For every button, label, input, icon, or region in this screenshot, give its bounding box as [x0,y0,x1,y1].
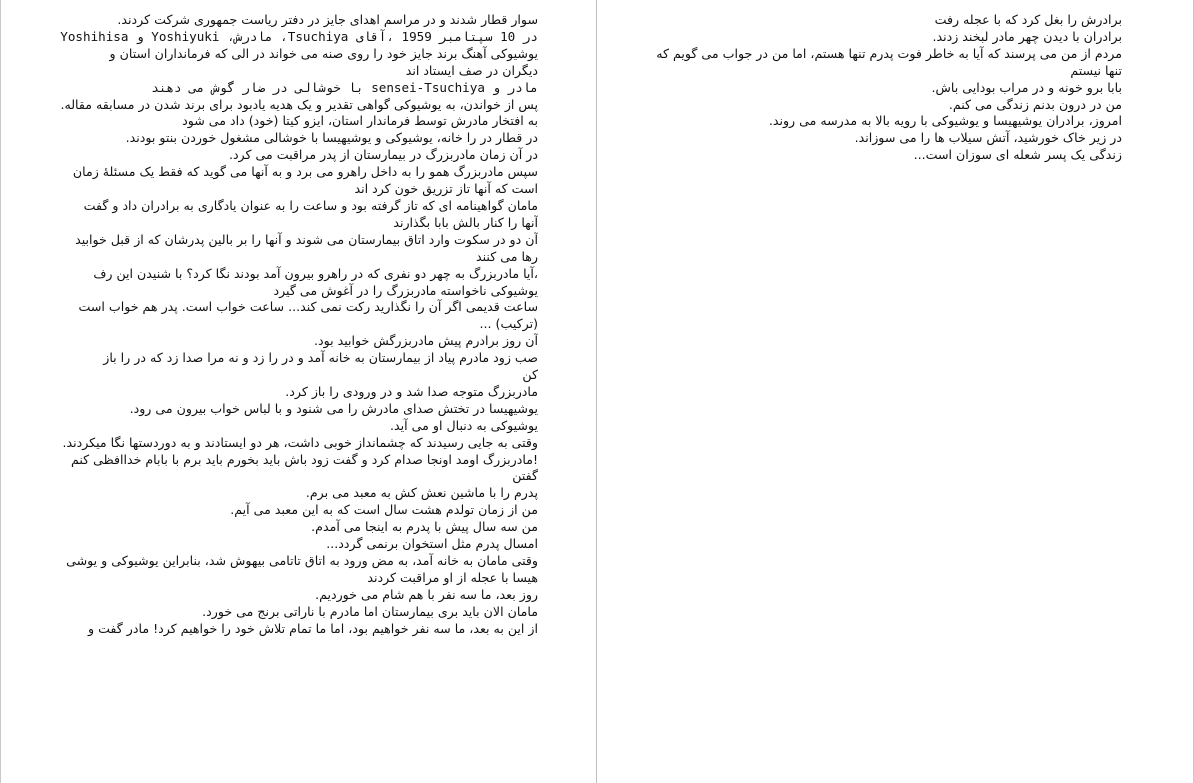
text-line: روز بعد، ما سه نفر با هم شام می خوردیم. [315,586,538,602]
text-line: صب زود مادرم پیاد از بیمارستان به خانه آمد و در را زد و نه مرا صدا زد که در را باز [103,350,538,366]
text-line: دیگران در صف ایستاد اند [405,62,538,78]
text-line: یوشیهیسا در تختش صدای مادرش را می شنود و با لباس خواب بیرون می رود. [129,400,538,416]
viewer-left-edge [0,0,1,783]
text-line: زندگی یک پسر شعله ای سوزان است... [913,147,1122,163]
text-line: برادرش را بغل کرد که با عجله رفت [934,12,1122,27]
text-line: مردم از من می پرسند که آیا به خاطر فوت پدرم تنها هستم، اما من در جواب می گویم که [656,45,1122,61]
text-line: تنها نیستم [1070,62,1122,78]
text-line: امروز، برادران یوشیهیسا و یوشیوکی با رویه بالا به مدرسه می روند. [768,113,1122,129]
text-line: مامان الان باید بری بیمارستان اما مادرم با ناراتی برنج می خورد. [202,603,538,619]
text-line: از این به بعد، ما سه نفر خواهیم بود، اما ما تمام تلاش خود را خواهیم کرد! مادر گفت و [87,620,538,636]
text-line: ساعت قدیمی اگر آن را نگذارید رکت نمی کند... ساعت خواب است. پدر هم خواب است [78,299,538,315]
text-line: در 10 سپتامبر 1959 ،آقای Tsuchiya، مادرش، Yoshiyuki و Yoshihisa [60,28,538,44]
text-line: آن دو در سکوت وارد اتاق بیمارستان می شوند و آنها را بر بالین پدرشان که از قبل خوابید [75,231,538,247]
text-line: برادران با دیدن چهر مادر لبخند زدند. [932,28,1122,44]
page-divider [596,0,597,783]
text-line: آن روز برادرم پیش مادربزرگش خوابید بود. [313,333,538,349]
text-line: در آن زمان مادربزرگ در بیمارستان از پدر مراقبت می کرد. [228,147,538,163]
text-line: در قطار در را خانه، یوشیوکی و یوشیهیسا با خوشالی مشغول خوردن بنتو بودند. [125,130,538,146]
text-line: یوشیوکی آهنگ برند جایز خود را روی صنه می خواند در الی که فرمانداران استان و [109,45,538,61]
text-line: پس از خواندن، به یوشیوکی گواهی تقدیر و یک هدیه یادبود برای برند شدن در مسابقه مقاله. [60,96,538,112]
text-line: است که آنها تاز تزریق خون کرد اند [354,181,538,197]
text-line: هیسا با عجله از او مراقبت کردند [367,569,538,585]
text-line: (ترکیب) ... [479,316,538,332]
text-line: سپس مادربزرگ همو را به داخل راهرو می برد و به آنها می گوید که فقط یک مسئلهٔ زمان [72,164,538,180]
text-line: بابا برو خونه و در مراب بودایی باش. [931,79,1122,95]
text-line: سوار قطار شدند و در مراسم اهدای جایز در دفتر ریاست جمهوری شرکت کردند. [117,12,538,27]
text-line: گفتن [512,468,538,484]
text-line: پدرم را با ماشین نعش کش به معبد می برم. [305,485,538,501]
text-line: امسال پدرم مثل استخوان برنمی گردد... [326,536,538,552]
text-line: یوشیوکی به دنبال او می آید. [390,417,538,433]
text-line: به افتخار مادرش توسط فرماندار استان، ایزو کیتا (خود) داد می شود [182,113,538,129]
text-line: رها می کنند [475,248,538,264]
text-line: ،آیا مادربزرگ به چهر دو نفری که در راهرو بیرون آمد بودند نگا کرد؟ با شنیدن این رف [93,265,538,281]
text-line: کن [522,367,538,383]
text-line: وقتی به جایی رسیدند که چشمانداز خوبی داشت، هر دو ایستادند و به دوردستها نگا میکردند. [62,434,538,450]
document-page-1 [48,12,538,638]
text-line: در زیر خاک خورشید، آتش سیلاب ها را می سوزاند. [854,130,1122,146]
text-line: من سه سال پیش با پدرم به اینجا می آمدم. [311,519,538,535]
document-page-2 [640,12,1122,164]
text-line: مادر و sensei-Tsuchiya با خوشالی در ضار گوش می دهند [151,79,538,95]
text-line: یوشیوکی ناخواسته مادربزرگ را در آغوش می گیرد [273,282,538,298]
text-line: من از زمان تولدم هشت سال است که به این معبد می آیم. [230,502,538,518]
text-line: مادربزرگ متوجه صدا شد و در ورودی را باز کرد. [285,383,538,399]
text-line: آنها را کنار بالش بابا بگذارند [393,214,538,230]
text-line: وقتی مامان به خانه آمد، به مض ورود به اتاق تاتامی بیهوش شد، بنابراین یوشیوکی و یوشی [66,553,538,568]
text-line: مامان گواهینامه ای که تاز گرفته بود و ساعت را به عنوان یادگاری به برادران داد و گفت [83,197,538,213]
text-line: من در درون بدنم زندگی می کنم. [948,96,1122,112]
text-line: !مادربزرگ اومد اونجا صدام کرد و گفت زود باش باید بخورم باید برم با بابام خداافظی کنم [70,451,538,467]
